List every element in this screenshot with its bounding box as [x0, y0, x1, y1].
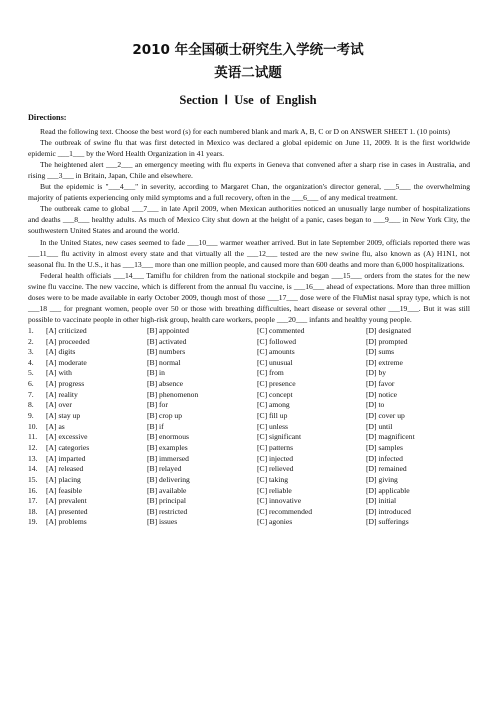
option-number: 2. — [28, 336, 34, 346]
option-row-5 — [28, 368, 470, 379]
option-d: [D] notice — [366, 389, 397, 399]
option-b: [B] phenomenon — [147, 389, 199, 399]
option-row-10 — [28, 422, 470, 433]
option-c: [C] fill up — [257, 411, 288, 421]
option-c: [C] relieved — [257, 464, 294, 474]
option-a: [A] over — [46, 400, 72, 410]
exam-title: 2010 年全国硕士研究生入学统一考试 — [132, 42, 364, 58]
option-c: [C] followed — [257, 336, 297, 346]
option-a: [A] as — [46, 421, 65, 431]
option-number: 18. — [28, 506, 38, 516]
option-row-1 — [28, 326, 470, 337]
passage-paragraph-5: In the United States, new cases seemed to fade ___10___ warmer weather arrived. But in late September 2009, officials reported there was ___11___ flu activity in almost every state and that virtually all the ___12___ tested are the new swine flu, also known as (A) H1N1, not seasonal flu. In the U.S., it has ___13___ more than one million people, and caused more than 600 deaths and more than 6,000 hospitalizations. — [28, 237, 470, 269]
option-c: [C] patterns — [257, 442, 294, 452]
option-d: [D] until — [366, 421, 393, 431]
exam-subtitle: 英语二试题 — [214, 65, 282, 81]
option-row-2 — [28, 337, 470, 348]
option-a: [A] digits — [46, 347, 76, 357]
option-b: [B] principal — [147, 496, 187, 506]
option-b: [B] activated — [147, 336, 187, 346]
option-d: [D] introduced — [366, 506, 411, 516]
option-row-14 — [28, 464, 470, 475]
option-c: [C] from — [257, 368, 284, 378]
passage-paragraph-3: But the epidemic is "___4___" in severity, according to Margaret Chan, the organization's director general, ___5___ the overwhelming majority of patients experiencing only mild symptoms and a full recovery, often in the ___6___ of any medical treatment. — [28, 182, 470, 203]
option-number: 15. — [28, 474, 38, 484]
option-a: [A] criticized — [46, 325, 87, 335]
option-c: [C] taking — [257, 474, 289, 484]
option-row-13 — [28, 454, 470, 465]
option-a: [A] categories — [46, 442, 90, 452]
option-b: [B] examples — [147, 442, 188, 452]
option-a: [A] prevalent — [46, 496, 87, 506]
option-c: [C] concept — [257, 389, 293, 399]
option-number: 19. — [28, 517, 38, 527]
option-row-12 — [28, 443, 470, 454]
option-number: 6. — [28, 379, 34, 389]
option-number: 13. — [28, 453, 38, 463]
passage-paragraph-4: The outbreak came to global ___7___ in late April 2009, when Mexican authorities noticed an unusually large number of hospitalizations and deaths ___8___ healthy adults. As much of Mexico City shut down at the height of a panic, cases began to ___9___ in New York City, the southwestern United States and around the world. — [28, 204, 470, 236]
option-number: 14. — [28, 464, 38, 474]
option-row-11 — [28, 432, 470, 443]
option-a: [A] placing — [46, 474, 81, 484]
option-d: [D] sums — [366, 347, 395, 357]
option-number: 16. — [28, 485, 38, 495]
option-a: [A] imparted — [46, 453, 86, 463]
option-row-7 — [28, 390, 470, 401]
option-c: [C] presence — [257, 379, 296, 389]
section-title: Section Ⅰ Use of English — [179, 93, 317, 107]
option-d: [D] to — [366, 400, 385, 410]
option-a: [A] stay up — [46, 411, 81, 421]
option-d: [D] magnificent — [366, 432, 415, 442]
option-number: 12. — [28, 442, 38, 452]
option-a: [A] feasible — [46, 485, 83, 495]
option-c: [C] commented — [257, 325, 305, 335]
option-a: [A] with — [46, 368, 72, 378]
option-number: 17. — [28, 496, 38, 506]
option-c: [C] unusual — [257, 357, 293, 367]
option-a: [A] problems — [46, 517, 87, 527]
option-row-6 — [28, 379, 470, 390]
option-b: [B] in — [147, 368, 165, 378]
option-b: [B] absence — [147, 379, 184, 389]
option-b: [B] if — [147, 421, 164, 431]
option-number: 1. — [28, 325, 34, 335]
option-d: [D] remained — [366, 464, 407, 474]
option-c: [C] among — [257, 400, 290, 410]
option-d: [D] extreme — [366, 357, 403, 367]
option-number: 11. — [28, 432, 38, 442]
option-d: [D] prompted — [366, 336, 408, 346]
option-b: [B] delivering — [147, 474, 190, 484]
option-d: [D] giving — [366, 474, 398, 484]
directions-text: Read the following text. Choose the best word (s) for each numbered blank and mark A, B, C or D on ANSWER SHEET 1. (10 points) — [40, 127, 451, 137]
option-c: [C] recommended — [257, 506, 313, 516]
option-a: [A] excessive — [46, 432, 88, 442]
option-number: 7. — [28, 389, 34, 399]
option-b: [B] appointed — [147, 325, 189, 335]
option-row-16 — [28, 486, 470, 497]
option-c: [C] significant — [257, 432, 302, 442]
option-number: 3. — [28, 347, 34, 357]
exam-body — [28, 112, 470, 528]
option-a: [A] released — [46, 464, 84, 474]
option-c: [C] agonies — [257, 517, 293, 527]
option-number: 8. — [28, 400, 34, 410]
option-a: [A] moderate — [46, 357, 87, 367]
option-number: 4. — [28, 357, 34, 367]
options-list — [28, 326, 470, 528]
option-row-4 — [28, 358, 470, 369]
option-b: [B] for — [147, 400, 168, 410]
option-d: [D] cover up — [366, 411, 405, 421]
option-b: [B] available — [147, 485, 187, 495]
option-d: [D] sufferings — [366, 517, 409, 527]
option-b: [B] restricted — [147, 506, 188, 516]
option-d: [D] by — [366, 368, 387, 378]
option-number: 10. — [28, 421, 38, 431]
option-number: 5. — [28, 368, 34, 378]
option-a: [A] reality — [46, 389, 78, 399]
option-b: [B] issues — [147, 517, 178, 527]
option-b: [B] normal — [147, 357, 181, 367]
option-c: [C] innovative — [257, 496, 302, 506]
option-b: [B] relayed — [147, 464, 182, 474]
option-row-19 — [28, 517, 470, 528]
option-b: [B] immersed — [147, 453, 189, 463]
option-row-17 — [28, 496, 470, 507]
option-d: [D] initial — [366, 496, 397, 506]
option-a: [A] presented — [46, 506, 88, 516]
option-row-8 — [28, 400, 470, 411]
passage-paragraph-1: The outbreak of swine flu that was first detected in Mexico was declared a global epidemic on June 11, 2009. It is the first worldwide epidemic ___1___ by the Word Health Organization in 41 years. — [28, 138, 470, 159]
option-a: [A] proceeded — [46, 336, 90, 346]
option-c: [C] amounts — [257, 347, 295, 357]
option-c: [C] injected — [257, 453, 294, 463]
option-row-18 — [28, 507, 470, 518]
option-b: [B] enormous — [147, 432, 189, 442]
option-d: [D] applicable — [366, 485, 410, 495]
option-row-15 — [28, 475, 470, 486]
option-a: [A] progress — [46, 379, 85, 389]
option-row-9 — [28, 411, 470, 422]
option-c: [C] unless — [257, 421, 289, 431]
option-d: [D] favor — [366, 379, 395, 389]
option-c: [C] reliable — [257, 485, 292, 495]
option-d: [D] infected — [366, 453, 403, 463]
passage-paragraph-2: The heightened alert ___2___ an emergency meeting with flu experts in Geneva that convened after a sharp rise in cases in Australia, and rising ___3___ in Britain, Japan, Chile and elsewhere. — [28, 160, 470, 181]
option-d: [D] samples — [366, 442, 403, 452]
option-d: [D] designated — [366, 325, 411, 335]
option-b: [B] crop up — [147, 411, 183, 421]
option-row-3 — [28, 347, 470, 358]
directions-label: Directions: — [28, 113, 67, 122]
option-b: [B] numbers — [147, 347, 186, 357]
passage-paragraph-6: Federal health officials ___14___ Tamiflu for children from the national stockpile and began ___15___ orders from the states for the new swine flu vaccine. The new vaccine, which is different from the annual flu vaccine, is ___16___ ahead of expectations. More than three million doses were to be made available in early October 2009, though most of those ___17___ dose were of the FluMist nasal spray type, which is not ___18 ___ for pregnant women, people over 50 or those with breathing difficulties, heart disease or several other ___19___. But it was still possible to vaccinate people in other high-risk group, health care workers, people ___20___ infants and healthy young people. — [28, 270, 470, 324]
option-number: 9. — [28, 411, 34, 421]
